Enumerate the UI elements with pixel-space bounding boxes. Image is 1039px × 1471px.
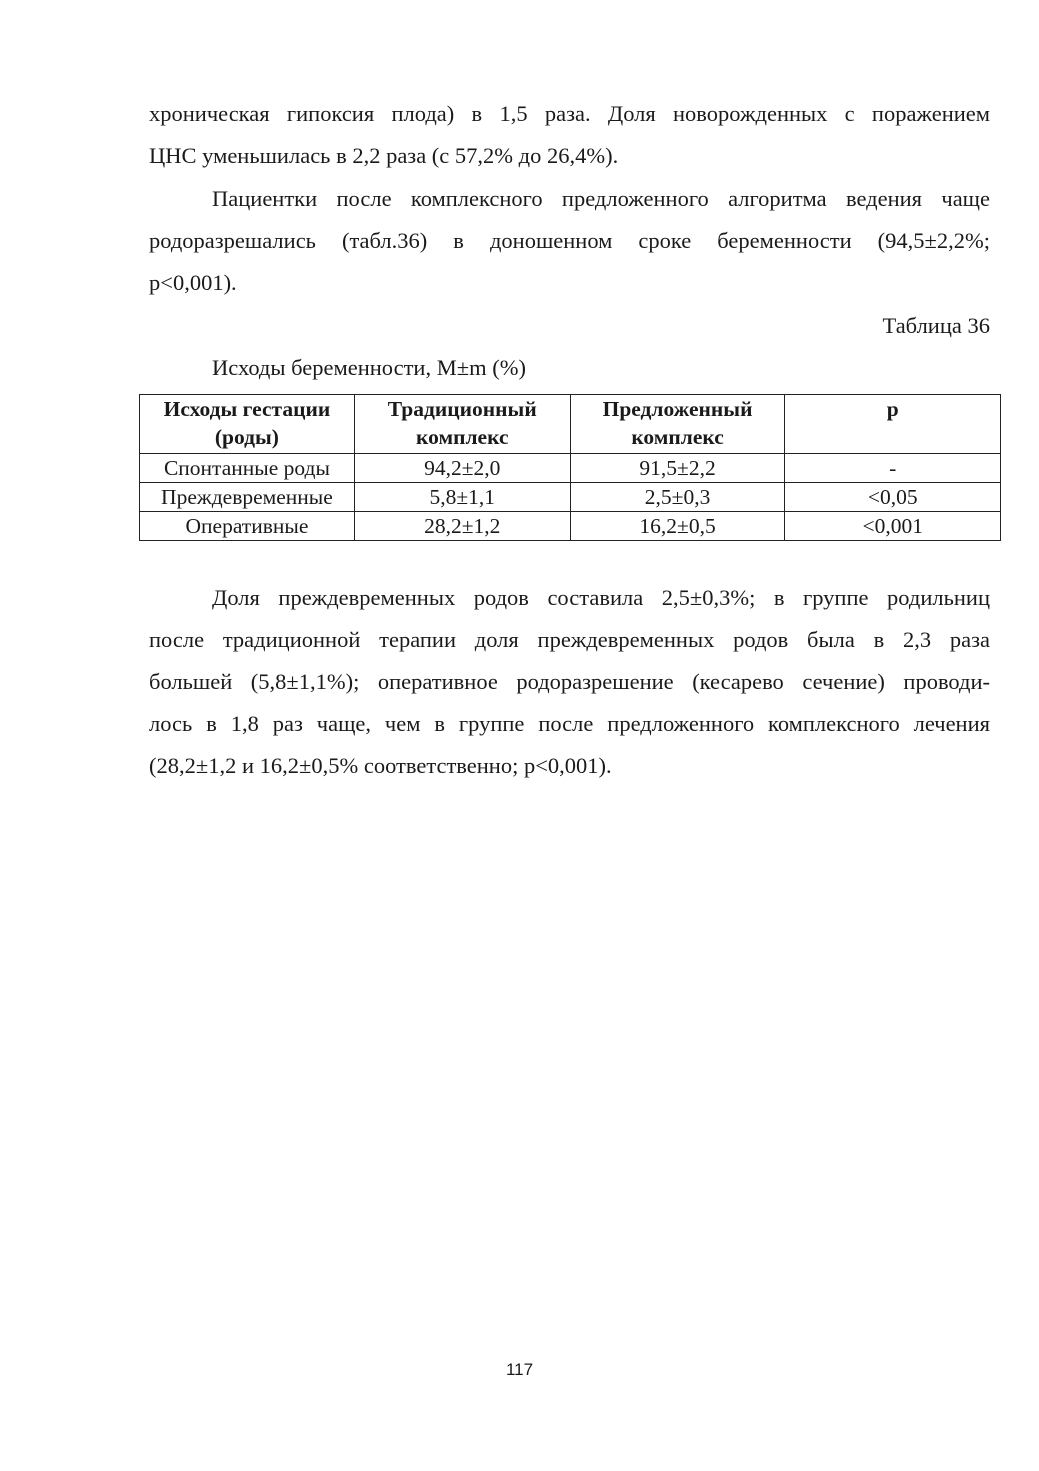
paragraph-2-line-2: родоразрешались (табл.36) в доношенном сроке беременности (94,5±2,2%; [149, 228, 990, 253]
table-cell: 16,2±0,5 [570, 512, 785, 541]
table-cell: 91,5±2,2 [570, 454, 785, 483]
table-cell: 94,2±2,0 [354, 454, 570, 483]
table-cell: Оперативные [140, 512, 355, 541]
table-number: Таблица 36 [882, 313, 990, 338]
table-row [140, 512, 1001, 541]
outcomes-table [139, 394, 1001, 541]
paragraph-3-line-3: большей (5,8±1,1%); оперативное родоразрешение (кесарево сечение) проводи- [149, 669, 990, 694]
paragraph-2-line-1: Пациентки после комплексного предложенного алгоритма ведения чаще [212, 186, 990, 211]
header-traditional [354, 395, 570, 454]
table-cell: 2,5±0,3 [570, 483, 785, 512]
paragraph-1-line-1: хроническая гипоксия плода) в 1,5 раза. Доля новорожденных с поражением [149, 101, 990, 126]
table-row [140, 483, 1001, 512]
header-proposed [570, 395, 785, 454]
table-cell: <0,05 [785, 483, 1001, 512]
table-header-row [140, 395, 1001, 454]
table-row [140, 454, 1001, 483]
paragraph-3-line-4: лось в 1,8 раз чаще, чем в группе после предложенного комплексного лечения [149, 711, 990, 736]
table-cell: 28,2±1,2 [354, 512, 570, 541]
paragraph-1-line-2: ЦНС уменьшилась в 2,2 раза (с 57,2% до 26,4%). [149, 143, 619, 168]
header-outcome-line-1: Исходы гестации [163, 397, 331, 421]
paragraph-3-line-2: после традиционной терапии доля преждевременных родов была в 2,3 раза [149, 627, 990, 652]
header-outcome [140, 395, 355, 454]
table-caption: Исходы беременности, M±m (%) [212, 355, 526, 380]
header-p-line-1: p [886, 397, 899, 421]
header-proposed-line-2: комплекс [631, 425, 724, 449]
header-traditional-line-1: Традиционный [387, 397, 537, 421]
table-cell: 5,8±1,1 [354, 483, 570, 512]
header-proposed-line-1: Предложенный [602, 397, 753, 421]
page-number: 117 [505, 1360, 534, 1379]
header-p-value [785, 395, 1001, 454]
table-cell: Преждевременные [140, 483, 355, 512]
paragraph-3-line-5: (28,2±1,2 и 16,2±0,5% соответственно; p<0,001). [149, 753, 612, 778]
table-cell: - [785, 454, 1001, 483]
header-outcome-line-2: (роды) [214, 425, 279, 449]
header-traditional-line-2: комплекс [416, 425, 509, 449]
table-cell: Спонтанные роды [140, 454, 355, 483]
paragraph-3-line-1: Доля преждевременных родов составила 2,5±0,3%; в группе родильниц [212, 585, 990, 610]
table-cell: <0,001 [785, 512, 1001, 541]
paragraph-2-line-3: p<0,001). [149, 270, 237, 295]
